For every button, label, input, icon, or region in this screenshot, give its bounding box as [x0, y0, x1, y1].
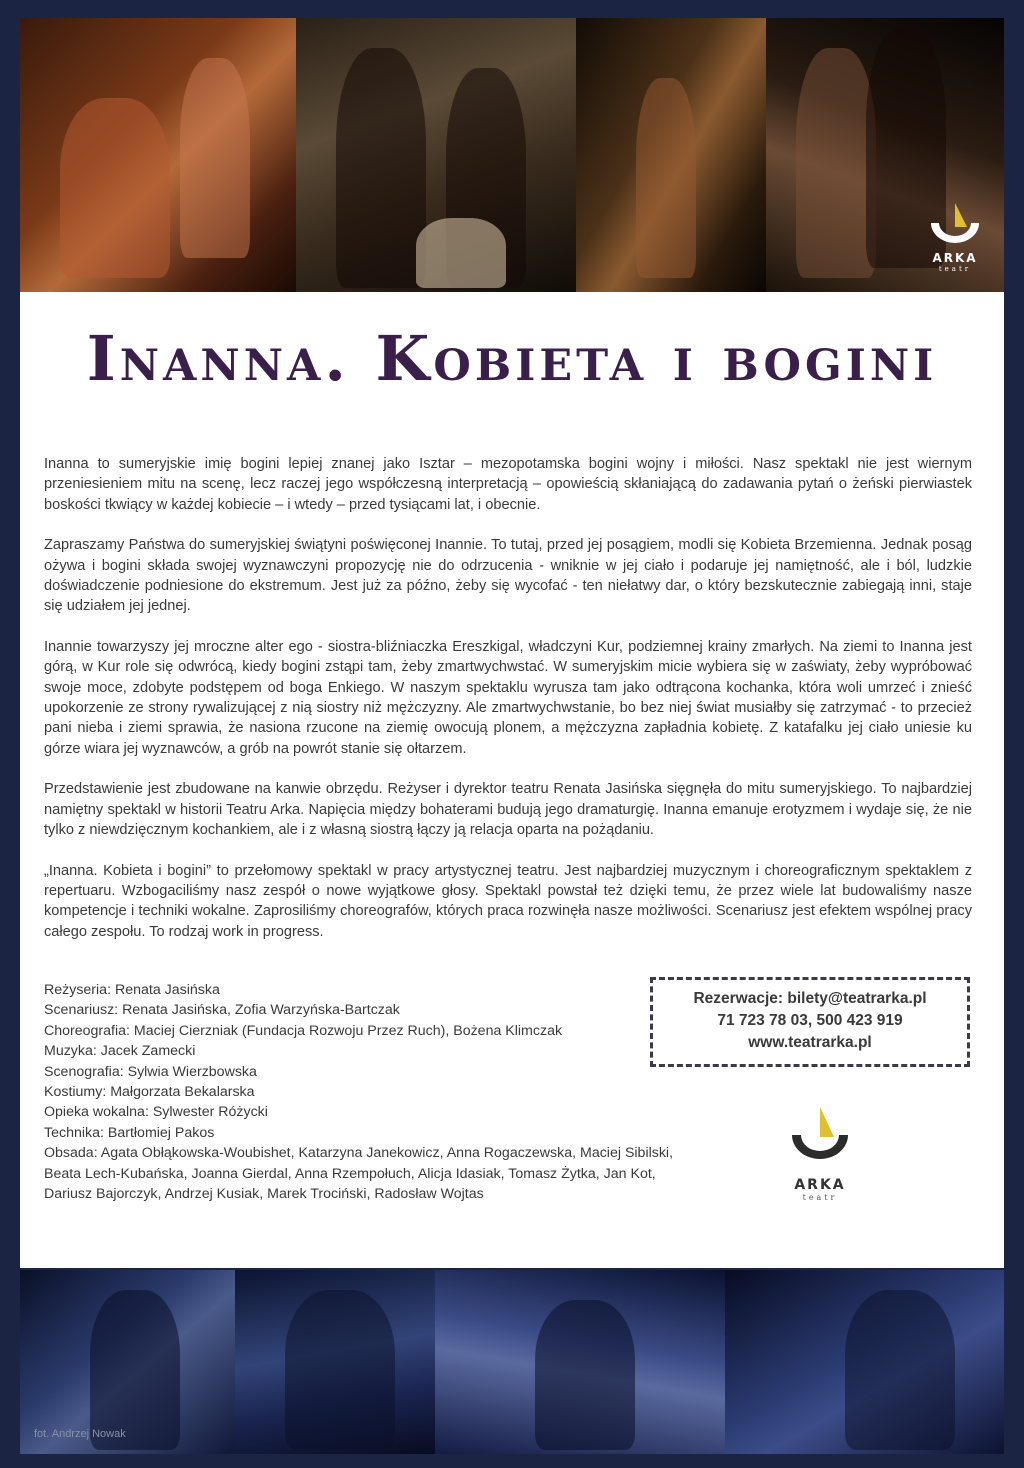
paragraph-4: Przedstawienie jest zbudowane na kanwie obrzędu. Reżyser i dyrektor teatru Renata Jasińska sięgnęła do mitu sumeryjskiego. To najbardziej namiętny spektakl w historii Teatru Arka. Napięcia między bohaterami budują jego dramaturgię. Inanna emanuje erotyzmem i wydaje się, że nie tylko z niewdzięcznym kochankiem, ale i z własną siostrą łączy ją relacja oparta na pożądaniu. — [44, 781, 972, 839]
stage-photo-3 — [576, 18, 766, 292]
arka-boat-icon — [788, 1107, 852, 1167]
arka-boat-icon — [927, 203, 983, 233]
reservation-phones: 71 723 78 03, 500 423 919 — [717, 1012, 903, 1029]
credit-script: Scenariusz: Renata Jasińska, Zofia Warzyńska-Bartczak — [44, 1002, 400, 1019]
stage-photo-5 — [20, 1270, 235, 1454]
credit-costumes: Kostiumy: Małgorzata Bekalarska — [44, 1084, 255, 1101]
paragraph-3: Inannie towarzyszy jej mroczne alter ego - siostra-bliźniaczka Ereszkigal, władczyni Kur, podziemnej krainy zmarłych. Na ziemi to Inanna jest górą, w Kur role się odwrócą, kiedy bogini zstąpi tam, żeby zmartwychwstać. W sumeryjskim micie wybiera się w zaświaty, żeby wypróbować swoje moce, zdobyte podstępem od boga Enkiego. W naszym spektaklu wyrusza tam jako odtrącona kochanka, która woli umrzeć i znieść upokorzenie ze strony rywalizującej z nią siostry niż mężczyzny. Ale zmartwychwstanie, bo bez niej świat musiałby się zatrzymać - to przecież pani nieba i ziemi sprawia, że nasiona rzucone na ziemię owocują plonem, a mężczyzna zapładnia kobietę. Z katafalku jej ciało uniesie ku górze wiara jej wyznawców, a grób na powrót stanie się ołtarzem. — [44, 638, 972, 757]
description — [44, 454, 972, 962]
stage-photo-7 — [435, 1270, 725, 1454]
paragraph-2: Zapraszamy Państwa do sumeryjskiej świątyni poświęconej Inannie. To tutaj, przed jej posągiem, modli się Kobieta Brzemienna. Jednak posąg ożywa i bogini składa swojej wyznawczyni propozycję nie do odrzucenia - wniknie w jej ciało i podaruje jej namiętność, ale i ból, ludzkie doświadczenie podniesione do ekstremum. Jest już za późno, żeby się wycofać - ten niełatwy dar, o który bezskutecznie zabiegają inni, staje się udziałem jej jednej. — [44, 537, 972, 615]
bottom-photo-strip — [20, 1270, 1004, 1454]
arka-logo-name: ARKA — [794, 1177, 846, 1193]
credit-technics: Technika: Bartłomiej Pakos — [44, 1124, 215, 1141]
credit-direction: Reżyseria: Renata Jasińska — [44, 982, 220, 998]
arka-logo-sub: teatr — [938, 265, 972, 273]
top-photo-strip — [20, 18, 1004, 292]
stage-photo-1 — [20, 18, 296, 292]
credit-vocal: Opieka wokalna: Sylwester Różycki — [44, 1104, 268, 1121]
credit-music: Muzyka: Jacek Zamecki — [44, 1043, 196, 1060]
stage-photo-6 — [235, 1270, 435, 1454]
credit-cast: Obsada: Agata Obłąkowska-Woubishet, Katarzyna Janekowicz, Anna Rogaczewska, Maciej Sibilski, Beata Lech-Kubańska, Joanna Gierdal, Anna Rzempołuch, Alicja Idasiak, Tomasz Żytka, Jan Kot, Dariusz Bajorczyk, Andrzej Kusiak, Marek Trociński, Radosław Wojtas — [44, 1145, 674, 1203]
stage-photo-4 — [766, 18, 1004, 292]
reservation-website[interactable]: www.teatrarka.pl — [748, 1034, 872, 1051]
arka-logo-bottom — [780, 1107, 860, 1202]
credit-choreography: Choreografia: Maciej Cierzniak (Fundacja Rozwoju Przez Ruch), Bożena Klimczak — [44, 1022, 563, 1039]
reservation-email[interactable]: Rezerwacje: bilety@teatrarka.pl — [693, 990, 927, 1007]
arka-logo-top — [920, 203, 990, 273]
arka-logo-name: ARKA — [932, 251, 978, 265]
poster-title: Inanna. Kobieta i bogini — [86, 322, 938, 395]
arka-logo-sub: teatr — [802, 1193, 838, 1202]
stage-photo-8 — [725, 1270, 1004, 1454]
reservation-box — [650, 977, 970, 1067]
paragraph-5: „Inanna. Kobieta i bogini” to przełomowy spektakl w pracy artystycznej teatru. Jest najbardziej muzycznym i choreograficznym spektaklem z repertuaru. Wzbogaciliśmy nasz zespół o nowe wyjątkowe głosy. Spektakl powstał też dzięki temu, że przez wiele lat budowaliśmy nasze kompetencje i techniki wokalne. Zaprosiliśmy choreografów, których praca rozwinęła nasze możliwości. Scenariusz jest efektem wspólnej pracy całego zespołu. To rodzaj work in progress. — [44, 862, 972, 940]
stage-photo-2 — [296, 18, 576, 292]
content-panel — [20, 292, 1004, 1268]
photo-credit: fot. Andrzej Nowak — [34, 1428, 126, 1440]
paragraph-1: Inanna to sumeryjskie imię bogini lepiej znanej jako Isztar – mezopotamska bogini wojny i miłości. Nasz spektakl nie jest wiernym przeniesieniem mitu na scenę, lecz raczej jego współczesną interpretacją – opowieścią skłaniającą do zadawania pytań o żeński pierwiastek boskości tkwiący w każdej kobiecie – i wtedy – przed tysiącami lat, i obecnie. — [44, 456, 972, 513]
credit-scenography: Scenografia: Sylwia Wierzbowska — [44, 1063, 257, 1080]
credits — [44, 980, 724, 1204]
